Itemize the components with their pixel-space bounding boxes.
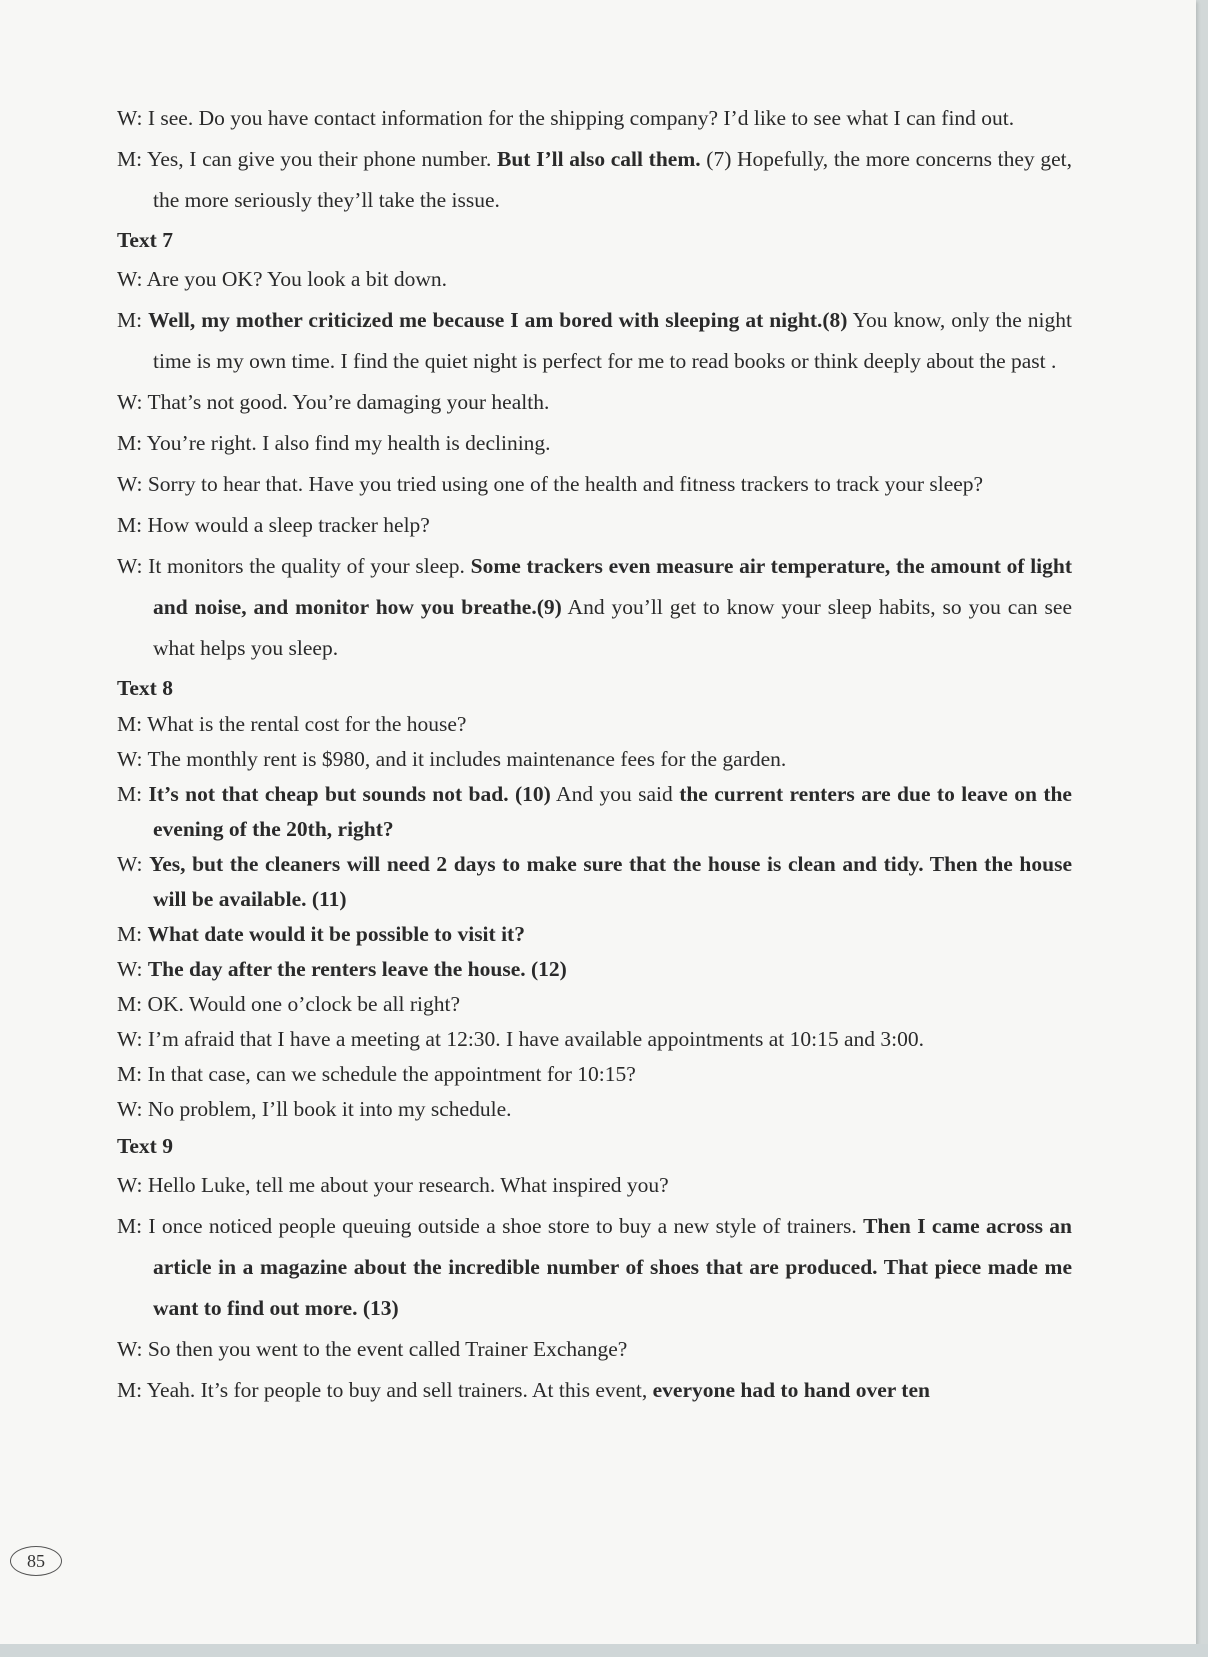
dialogue-line	[117, 546, 1072, 669]
dialogue-line	[117, 917, 1072, 952]
dialogue-text: W: The monthly rent is $980, and it includes maintenance fees for the garden.	[117, 747, 787, 771]
dialogue-text: M: Yeah. It’s for people to buy and sell trainers. At this event,	[117, 1378, 653, 1402]
answer-key-text: Yes, but the cleaners will need 2 days to make sure that the house is clean and tidy. Then the house will be available. (11)	[149, 852, 1072, 911]
dialogue-line	[117, 1092, 1072, 1127]
answer-key-text: Some trackers even measure air temperature, the amount of light and noise, and monitor how you breathe.(9)	[153, 554, 1073, 619]
dialogue-text: W: No problem, I’ll book it into my schedule.	[117, 1097, 512, 1121]
dialogue-text: M:	[117, 308, 149, 332]
section-heading: Text 9	[117, 1134, 173, 1158]
transcript-body	[117, 98, 1072, 1411]
dialogue-text: M: Yes, I can give you their phone number.	[117, 147, 497, 171]
answer-key-text: The day after the renters leave the house. (12)	[147, 957, 567, 981]
answer-key-text: It’s not that cheap but sounds not bad. (10)	[148, 782, 551, 806]
dialogue-line	[117, 139, 1072, 221]
dialogue-line	[117, 259, 1072, 300]
scanner-bottom-edge	[0, 1644, 1208, 1657]
section-heading: Text 7	[117, 228, 173, 252]
answer-key-text: Then I came across an article in a magazine about the incredible number of shoes that are produced. That piece made me want to find out more. (13)	[153, 1214, 1072, 1320]
answer-key-text: everyone had to hand over ten	[652, 1378, 930, 1402]
dialogue-text: W: It monitors the quality of your sleep.	[117, 554, 471, 578]
dialogue-text: W: So then you went to the event called Trainer Exchange?	[117, 1337, 628, 1361]
dialogue-text: M:	[117, 782, 149, 806]
dialogue-line	[117, 1370, 1072, 1411]
dialogue-text: W: Hello Luke, tell me about your research. What inspired you?	[117, 1173, 669, 1197]
dialogue-line	[117, 423, 1072, 464]
dialogue-text: (7) Hopefully, the more concerns they get, the more seriously they’ll take the issue.	[153, 147, 1072, 212]
dialogue-text: And you’ll get to know your sleep habits, so you can see what helps you sleep.	[153, 595, 1073, 660]
dialogue-line	[117, 1206, 1072, 1329]
dialogue-text: M: What is the rental cost for the house?	[117, 712, 467, 736]
answer-key-text: the current renters are due to leave on the evening of the 20th, right?	[153, 782, 1072, 841]
section-heading: Text 8	[117, 676, 173, 700]
answer-key-text: Well, my mother criticized me because I am bored with sleeping at night.(8)	[148, 308, 848, 332]
dialogue-line	[117, 1057, 1072, 1092]
dialogue-line	[117, 382, 1072, 423]
dialogue-line	[117, 464, 1072, 505]
answer-key-text: But I’ll also call them.	[497, 147, 707, 171]
dialogue-text: W: I see. Do you have contact information for the shipping company? I’d like to see what I can find out.	[117, 106, 1015, 130]
dialogue-line	[117, 952, 1072, 987]
dialogue-text: W: That’s not good. You’re damaging your health.	[117, 390, 550, 414]
dialogue-line	[117, 1022, 1072, 1057]
dialogue-line	[117, 505, 1072, 546]
dialogue-line	[117, 847, 1072, 917]
dialogue-text: W: Are you OK? You look a bit down.	[117, 267, 448, 291]
dialogue-text: M: How would a sleep tracker help?	[117, 513, 430, 537]
dialogue-text: W: I’m afraid that I have a meeting at 12:30. I have available appointments at 10:15 and 3:00.	[117, 1027, 924, 1051]
dialogue-text: W:	[117, 957, 148, 981]
dialogue-text: W: Sorry to hear that. Have you tried using one of the health and fitness trackers to track your sleep?	[117, 472, 984, 496]
dialogue-text: W:	[117, 852, 150, 876]
dialogue-line	[117, 300, 1072, 382]
dialogue-text: M: In that case, can we schedule the appointment for 10:15?	[117, 1062, 636, 1086]
answer-key-text: What date would it be possible to visit it?	[147, 922, 525, 946]
dialogue-line	[117, 777, 1072, 847]
dialogue-line	[117, 987, 1072, 1022]
dialogue-text: You know, only the night time is my own time. I find the quiet night is perfect for me to read books or think deeply about the past .	[153, 308, 1072, 373]
dialogue-text: M:	[117, 922, 148, 946]
dialogue-text: And you said	[550, 782, 680, 806]
dialogue-text: M: You’re right. I also find my health is declining.	[117, 431, 551, 455]
dialogue-text: M: I once noticed people queuing outside a shoe store to buy a new style of trainers.	[117, 1214, 864, 1238]
dialogue-line	[117, 707, 1072, 742]
page-number: 85	[10, 1546, 62, 1576]
dialogue-text: M: OK. Would one o’clock be all right?	[117, 992, 460, 1016]
dialogue-line	[117, 98, 1072, 139]
dialogue-line	[117, 742, 1072, 777]
dialogue-line	[117, 1165, 1072, 1206]
dialogue-line	[117, 1329, 1072, 1370]
